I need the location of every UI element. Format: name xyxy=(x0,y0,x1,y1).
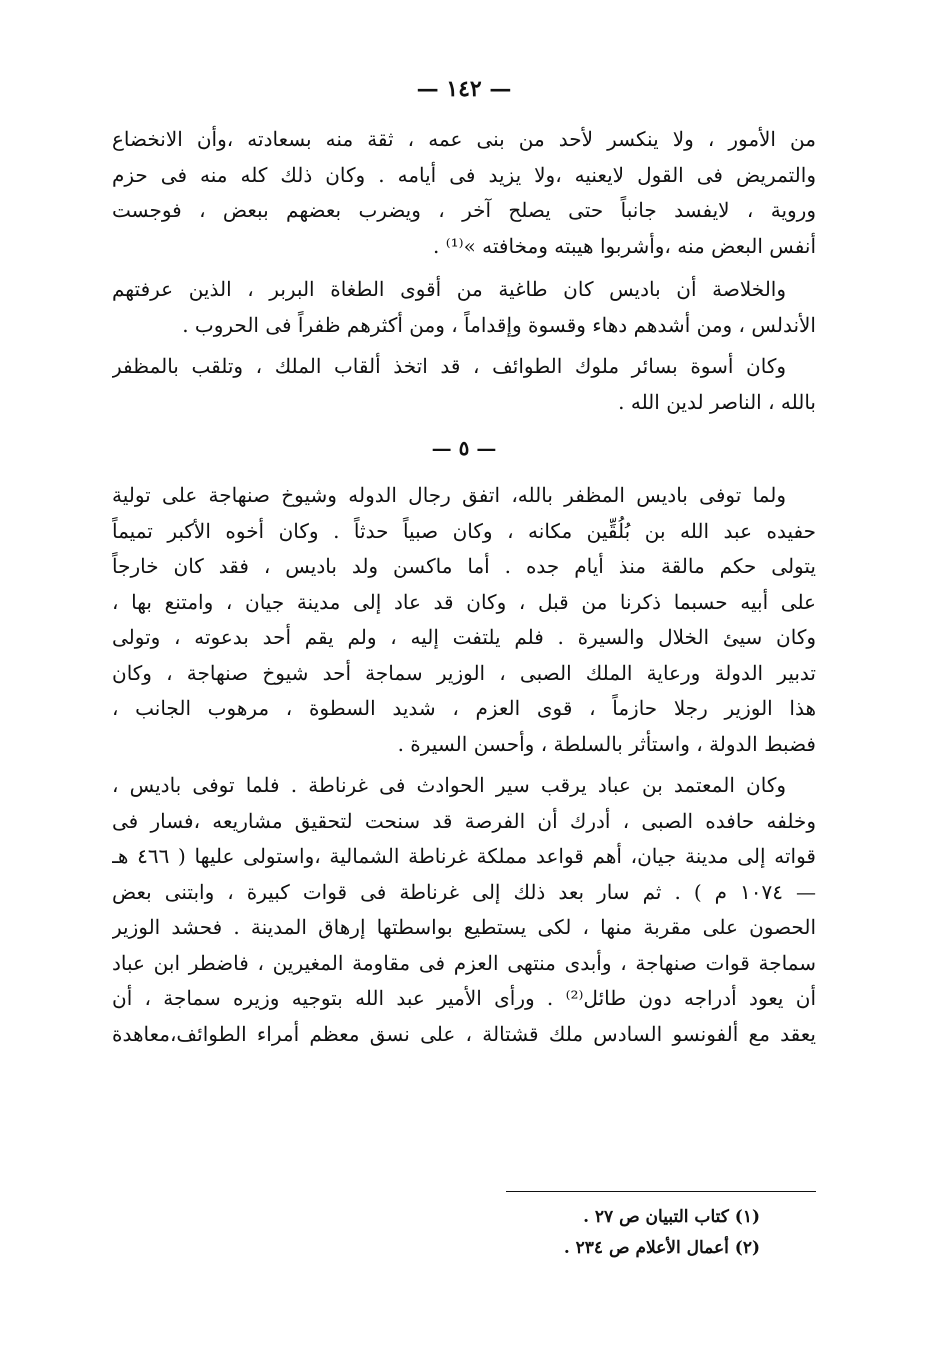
text-line: ولما توفى باديس المظفر بالله، اتفق رجال الدوله وشيوخ صنهاجة على تولية xyxy=(112,483,786,507)
text-line: هذا الوزير رجلا حازماً ، قوى العزم ، شديد السطوة ، مرهوب الجانب ، xyxy=(112,696,816,720)
text-line: يتولى حكم مالقة منذ أيام جده . أما ماكسن ولد باديس ، فقد كان خارجاً xyxy=(112,554,816,578)
text-line: يعقد مع ألفونسو السادس ملك قشتالة ، على نسق معظم أمراء الطوائف،معاهدة xyxy=(112,1021,816,1046)
text-line: والتمريض فى القول لايعنيه ،ولا يزيد فى أيامه . وكان ذلك كله منه فى حزم xyxy=(112,162,816,187)
text-line: وروية ، لايفسد جانباً حتى يصلح آخر ، ويضرب بعضهم ببعض ، فوجست xyxy=(112,198,816,222)
paragraph-4 xyxy=(112,478,816,762)
text-line: الأندلس ، ومن أشدهم دهاء وقسوة وإقداماً ، ومن أكثرهم ظفراً فى الحروب . xyxy=(182,312,816,337)
text-line: من الأمور ، ولا ينكسر لأحد من بنى عمه ، ثقة منه بسعادته ،وأن الانخضاع xyxy=(112,127,816,151)
paragraph-1 xyxy=(112,122,816,264)
footnote-1: (١) كتاب التبيان ص ٢٧ . xyxy=(583,1207,760,1227)
text-line: — ١٠٧٤ م ) . ثم سار بعد ذلك إلى غرناطة فى قوات كبيرة ، وابتنى بعض xyxy=(112,879,816,904)
text-line: أنفس البعض منه ،وأشربوا هيبته ومخافته »⁽¹⁾ . xyxy=(433,233,816,258)
paragraph-5 xyxy=(112,768,816,1052)
text-line: حفيده عبد الله بن بُلُقِّين مكانه ، وكان صبياً حدثاً . وكان أخوه الأكبر تميماً xyxy=(112,518,816,543)
text-line: الحصون على مقربة منها ، لكى يستطيع بواسطتها إرهاق المدينة . فحشد الوزير xyxy=(112,915,816,939)
text-line: وكان المعتمد بن عباد يرقب سير الحوادث فى غرناطة . فلما توفى باديس ، xyxy=(112,773,786,797)
paragraph-2 xyxy=(112,272,816,343)
text-line: وخلفه حافده الصبى ، أدرك أن الفرصة قد سنحت لتحقيق مشاريعه ،فسار فى xyxy=(112,808,816,833)
text-line: وكان سيئ الخلال والسيرة . فلم يلتفت إليه ، ولم يقم أحد بدعوته ، وتولى xyxy=(112,625,816,649)
text-line: والخلاصة أن باديس كان طاغية من أقوى الطغاة البربر ، الذين عرفتهم xyxy=(112,277,786,301)
text-line: أن يعود أدراجه دون طائل⁽²⁾ . ورأى الأمير عبد الله بتوجيه وزيره سماجة ، أن xyxy=(112,986,816,1010)
paragraph-3 xyxy=(112,349,816,420)
text-line: قواته إلى مدينة جيان، أهم قواعد مملكة غرناطة الشمالية ،واستولى عليها ( ٤٦٦ هـ xyxy=(112,844,816,868)
footnote-2: (٢) أعمال الأعلام ص ٢٣٤ . xyxy=(563,1238,760,1258)
text-line: وكان أسوة بسائر ملوك الطوائف ، قد اتخذ ألقاب الملك ، وتلقب بالمظفر xyxy=(112,354,786,378)
text-line: على أبيه حسبما ذكرنا من قبل ، وكان قد عاد إلى مدينة جيان ، وامتنع بها ، xyxy=(112,589,816,614)
text-line: سماجة قوات صنهاجة ، وأبدى منتهى العزم فى مقاومة المغيرين ، فاضطر ابن عباد xyxy=(112,950,816,975)
section-number: — ٥ — xyxy=(431,436,497,460)
text-line: تدبير الدولة ورعاية الملك الصبى ، الوزير سماجة أحد شيوخ صنهاجة ، وكان xyxy=(112,660,816,685)
text-line: فضبط الدولة ، واستأثر بالسلطة ، وأحسن السيرة . xyxy=(397,731,816,756)
page-number: — ١٤٢ — xyxy=(416,76,512,102)
text-line: بالله ، الناصر لدين الله . xyxy=(618,389,816,414)
footnotes xyxy=(564,1202,760,1264)
book-page xyxy=(112,64,816,1344)
footnote-divider xyxy=(506,1191,816,1192)
